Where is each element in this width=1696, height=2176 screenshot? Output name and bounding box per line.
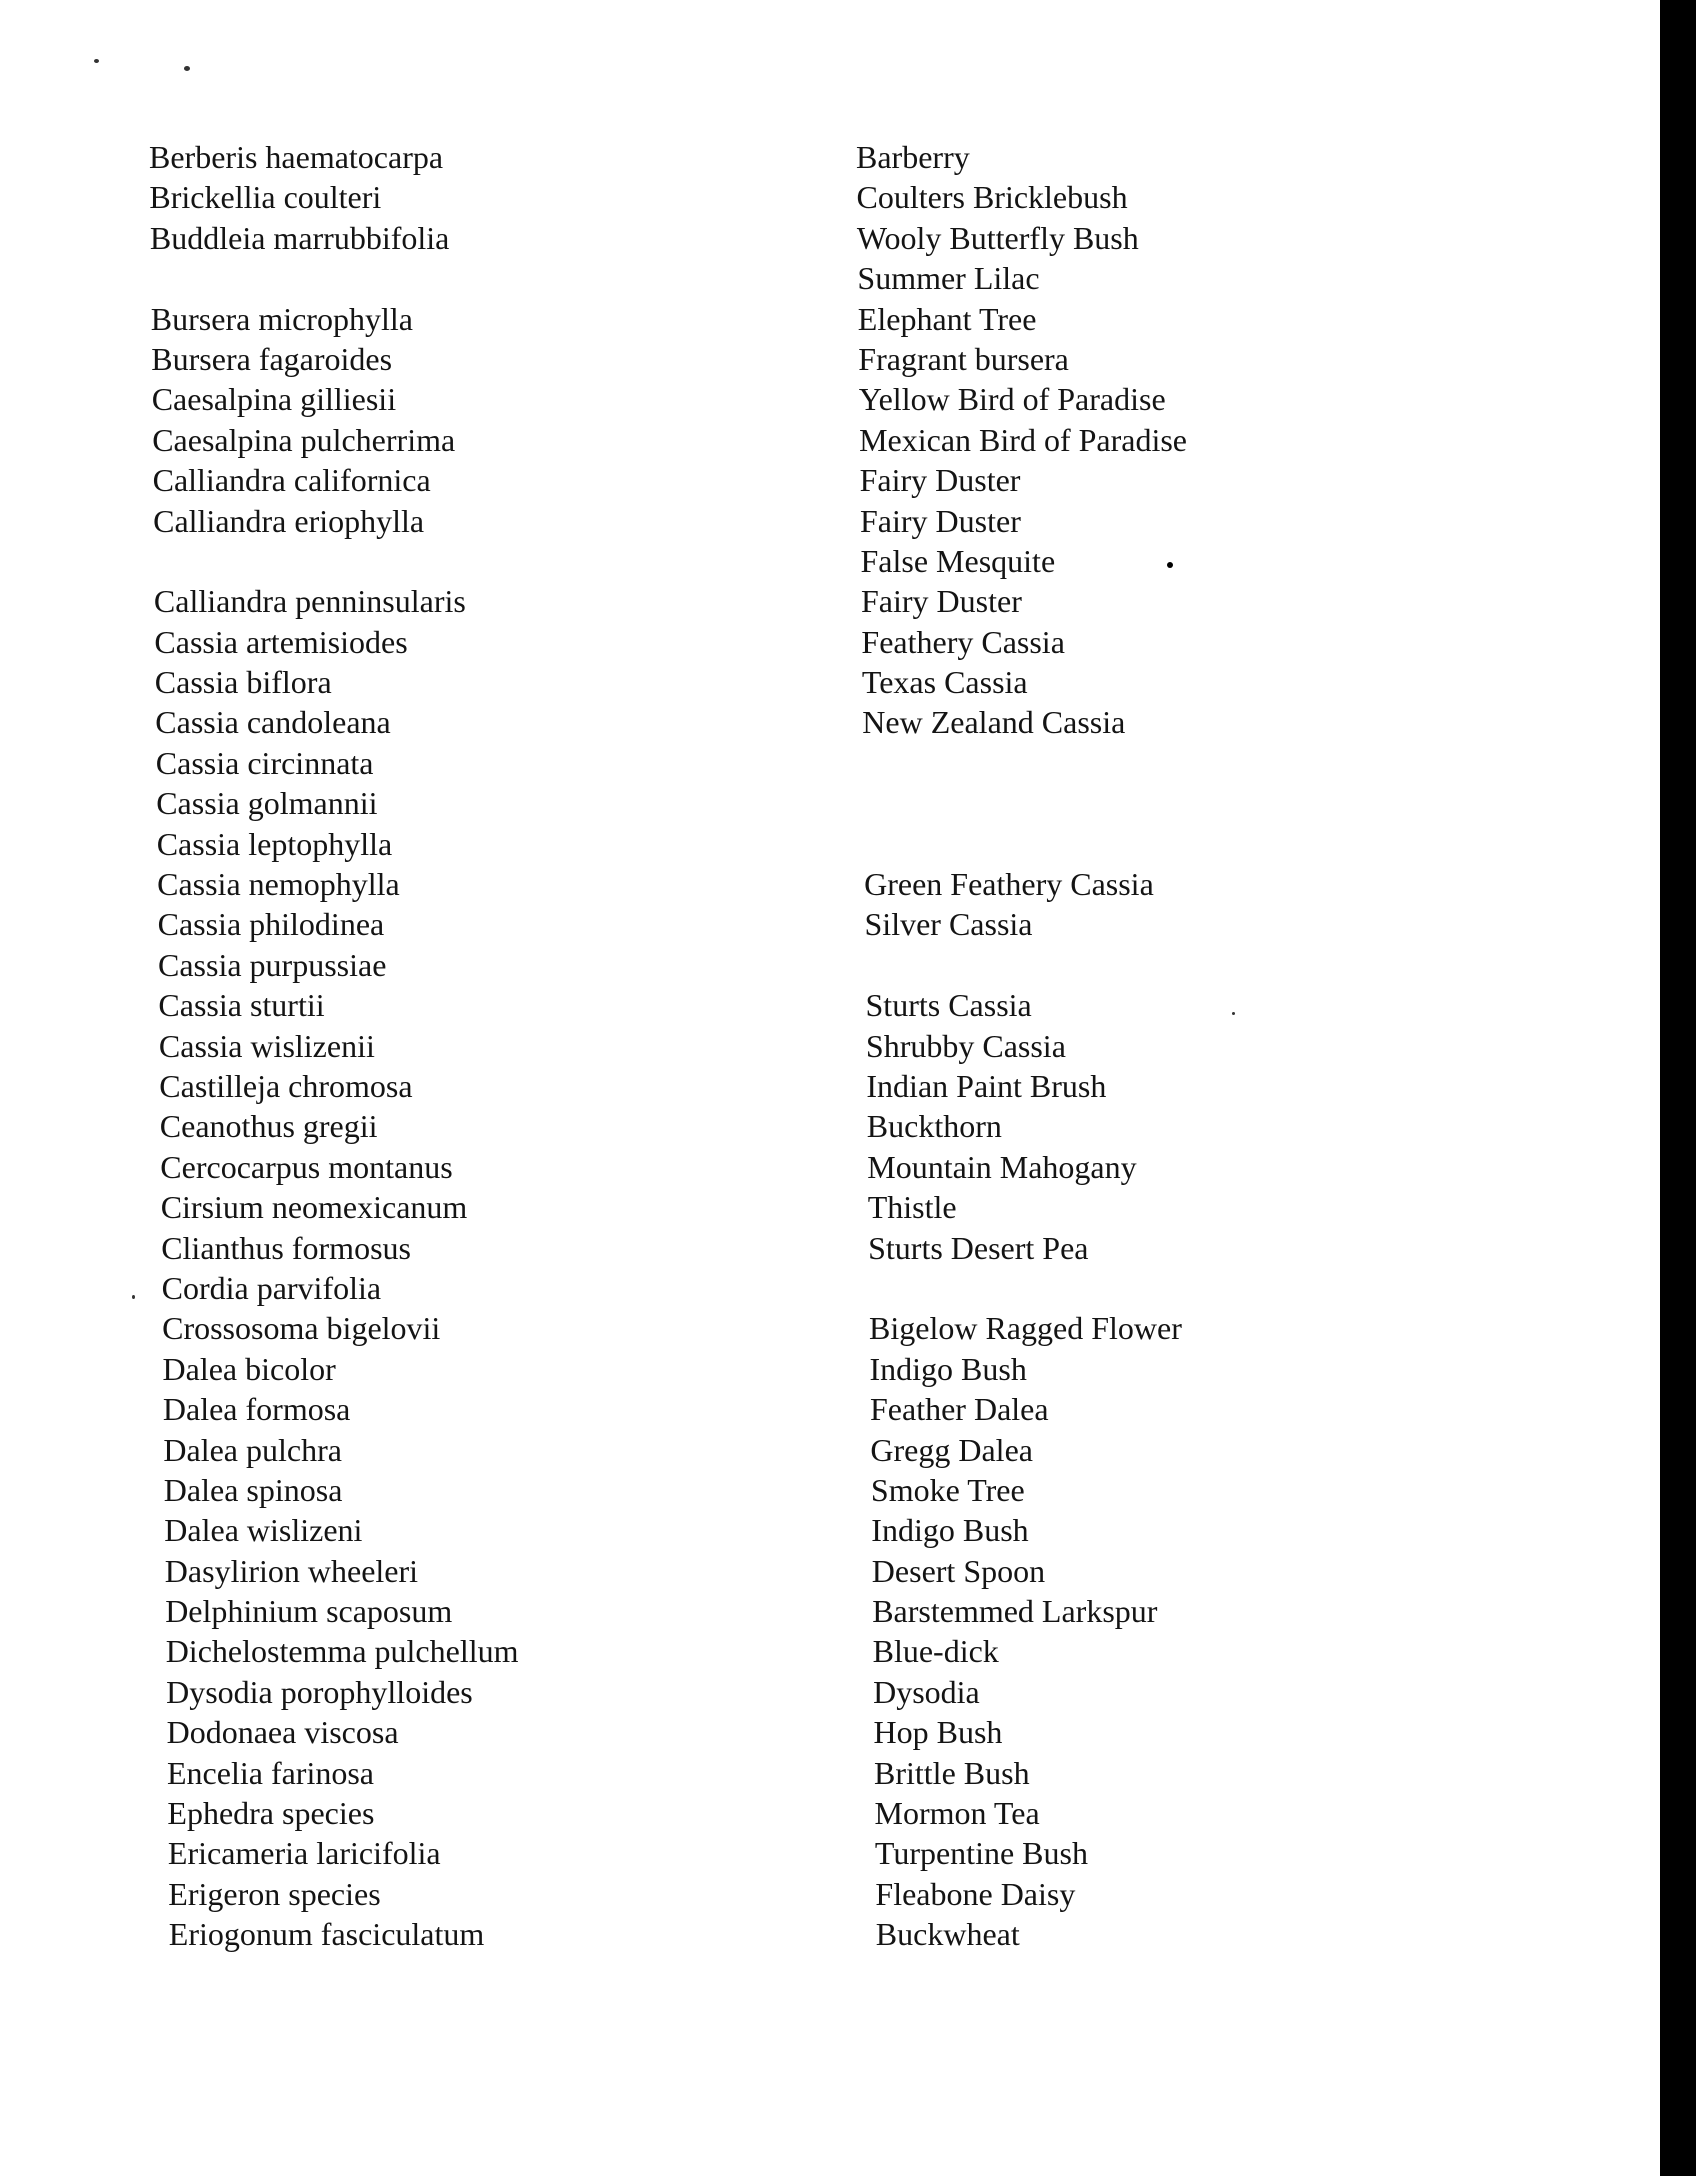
- common-name: Sturts Desert Pea: [868, 1229, 1089, 1266]
- plant-row: [0, 1672, 1640, 1712]
- common-name: Texas Cassia: [861, 664, 1028, 701]
- plant-row: [0, 1793, 1640, 1833]
- plant-row: [0, 1228, 1640, 1268]
- scientific-name: Cassia circinnata: [155, 744, 374, 781]
- scientific-name: Encelia farinosa: [167, 1754, 374, 1791]
- common-name: Brittle Bush: [874, 1754, 1030, 1791]
- common-name: Elephant Tree: [857, 300, 1037, 337]
- scientific-name: Cercocarpus montanus: [160, 1148, 453, 1185]
- scientific-name: Bursera microphylla: [150, 300, 413, 337]
- common-name: Bigelow Ragged Flower: [869, 1310, 1182, 1347]
- scientific-name: Bursera fagaroides: [151, 340, 393, 377]
- scientific-name: Castilleja chromosa: [159, 1067, 413, 1104]
- scientific-name: Delphinium scaposum: [165, 1593, 453, 1630]
- common-name: Gregg Dalea: [870, 1431, 1033, 1468]
- scientific-name: Cassia sturtii: [158, 987, 325, 1024]
- plant-row: [0, 1308, 1640, 1348]
- scientific-name: Calliandra californica: [152, 462, 431, 499]
- plant-row: [0, 541, 1640, 581]
- common-name: Feather Dalea: [870, 1391, 1049, 1428]
- plant-row: [0, 743, 1640, 783]
- scan-speck: [184, 66, 190, 71]
- plant-row: [0, 985, 1640, 1025]
- common-name: Summer Lilac: [857, 260, 1040, 297]
- common-name: Feathery Cassia: [861, 623, 1065, 660]
- common-name: Fairy Duster: [860, 502, 1021, 539]
- scientific-name: Ceanothus gregii: [159, 1108, 378, 1145]
- scientific-name: Crossosoma bigelovii: [162, 1310, 441, 1347]
- plant-list: [0, 137, 1640, 1955]
- scientific-name: Cassia nemophylla: [157, 866, 400, 903]
- plant-row: [0, 1914, 1640, 1954]
- scientific-name: Dalea formosa: [162, 1391, 351, 1428]
- scientific-name: Ericameria laricifolia: [167, 1835, 441, 1872]
- common-name: Mormon Tea: [874, 1795, 1040, 1832]
- plant-row: [0, 783, 1640, 823]
- plant-row: [0, 864, 1640, 904]
- common-name: Hop Bush: [873, 1714, 1003, 1751]
- common-name: Silver Cassia: [864, 906, 1033, 943]
- scientific-name: Cassia artemisiodes: [154, 623, 408, 660]
- scientific-name: Caesalpina pulcherrima: [152, 421, 456, 458]
- plant-row: [0, 177, 1640, 217]
- common-name: Fragrant bursera: [858, 340, 1069, 377]
- plant-row: [0, 1187, 1640, 1227]
- plant-row: [0, 1591, 1640, 1631]
- common-name: Thistle: [867, 1189, 957, 1226]
- scientific-name: Dalea spinosa: [163, 1471, 343, 1508]
- common-name: Indigo Bush: [869, 1350, 1027, 1387]
- scientific-name: Dysodia porophylloides: [166, 1673, 473, 1710]
- scientific-name: Berberis haematocarpa: [149, 139, 444, 175]
- common-name: Indian Paint Brush: [866, 1067, 1107, 1104]
- scientific-name: Buddleia marrubbifolia: [149, 219, 450, 256]
- scientific-name: Cassia candoleana: [155, 704, 391, 741]
- common-name: New Zealand Cassia: [862, 704, 1126, 741]
- scan-edge-bar: [1660, 0, 1696, 2176]
- plant-row: [0, 218, 1640, 258]
- scientific-name: Cassia biflora: [154, 664, 332, 701]
- common-name: Desert Spoon: [871, 1552, 1046, 1589]
- plant-row: [0, 339, 1640, 379]
- scan-speck: [94, 59, 99, 63]
- plant-row: [0, 702, 1640, 742]
- plant-row: [0, 1551, 1640, 1591]
- scientific-name: Dalea pulchra: [163, 1431, 342, 1468]
- plant-row: [0, 258, 1640, 298]
- plant-row: [0, 824, 1640, 864]
- common-name: Turpentine Bush: [874, 1835, 1088, 1872]
- scientific-name: Caesalpina gilliesii: [151, 381, 397, 418]
- plant-row: [0, 904, 1640, 944]
- common-name: Yellow Bird of Paradise: [858, 381, 1166, 418]
- scientific-name: Cassia golmannii: [156, 785, 378, 822]
- common-name: Blue-dick: [872, 1633, 999, 1670]
- common-name: Green Feathery Cassia: [864, 866, 1154, 903]
- scientific-name: Dasylirion wheeleri: [164, 1552, 419, 1589]
- scientific-name: Dichelostemma pulchellum: [165, 1633, 519, 1670]
- plant-row: [0, 1147, 1640, 1187]
- scientific-name: Cassia purpussiae: [158, 946, 387, 983]
- scientific-name: Dodonaea viscosa: [166, 1714, 399, 1751]
- plant-row: [0, 1470, 1640, 1510]
- plant-row: [0, 945, 1640, 985]
- common-name: Shrubby Cassia: [865, 1027, 1066, 1064]
- common-name: Smoke Tree: [870, 1471, 1025, 1508]
- plant-row: [0, 1712, 1640, 1752]
- plant-row: [0, 460, 1640, 500]
- plant-row: [0, 1631, 1640, 1671]
- scientific-name: Brickellia coulteri: [149, 179, 382, 216]
- scientific-name: Dalea bicolor: [162, 1350, 336, 1387]
- common-name: Buckthorn: [866, 1108, 1002, 1145]
- common-name: Barberry: [856, 139, 970, 175]
- plant-row: [0, 1753, 1640, 1793]
- common-name: Fairy Duster: [861, 583, 1022, 620]
- plant-row: [0, 1106, 1640, 1146]
- scientific-name: Eriogonum fasciculatum: [168, 1916, 485, 1953]
- plant-row: [0, 137, 1640, 177]
- plant-row: [0, 299, 1640, 339]
- plant-row: [0, 1389, 1640, 1429]
- common-name: Mexican Bird of Paradise: [859, 421, 1187, 458]
- scientific-name: Cassia leptophylla: [156, 825, 393, 862]
- plant-row: [0, 501, 1640, 541]
- plant-row: [0, 1026, 1640, 1066]
- plant-row: [0, 662, 1640, 702]
- scientific-name: Clianthus formosus: [161, 1229, 411, 1266]
- plant-row: [0, 622, 1640, 662]
- scientific-name: Dalea wislizeni: [164, 1512, 363, 1549]
- plant-row: [0, 1268, 1640, 1308]
- common-name: Fairy Duster: [859, 462, 1021, 499]
- common-name: Mountain Mahogany: [867, 1148, 1137, 1185]
- plant-row: [0, 581, 1640, 621]
- common-name: Buckwheat: [875, 1916, 1020, 1953]
- plant-row: [0, 1430, 1640, 1470]
- plant-row: [0, 1833, 1640, 1873]
- scientific-name: Erigeron species: [168, 1875, 381, 1912]
- plant-row: [0, 1874, 1640, 1914]
- common-name: Coulters Bricklebush: [856, 179, 1128, 216]
- common-name: Wooly Butterfly Bush: [856, 219, 1139, 256]
- scientific-name: Cirsium neomexicanum: [160, 1189, 468, 1226]
- common-name: Fleabone Daisy: [875, 1875, 1076, 1912]
- scientific-name: Cordia parvifolia: [161, 1269, 382, 1306]
- scientific-name: Cassia philodinea: [157, 906, 385, 943]
- common-name: False Mesquite: [860, 542, 1056, 579]
- scientific-name: Cassia wislizenii: [158, 1027, 375, 1064]
- plant-row: [0, 379, 1640, 419]
- plant-row: [0, 1066, 1640, 1106]
- scientific-name: Calliandra eriophylla: [153, 502, 425, 539]
- scientific-name: Ephedra species: [167, 1795, 375, 1832]
- plant-row: [0, 420, 1640, 460]
- scientific-name: Calliandra penninsularis: [153, 583, 466, 620]
- plant-row: [0, 1510, 1640, 1550]
- common-name: Sturts Cassia: [865, 987, 1032, 1024]
- common-name: Barstemmed Larkspur: [872, 1593, 1158, 1630]
- plant-row: [0, 1349, 1640, 1389]
- common-name: Dysodia: [873, 1673, 980, 1710]
- common-name: Indigo Bush: [871, 1512, 1029, 1549]
